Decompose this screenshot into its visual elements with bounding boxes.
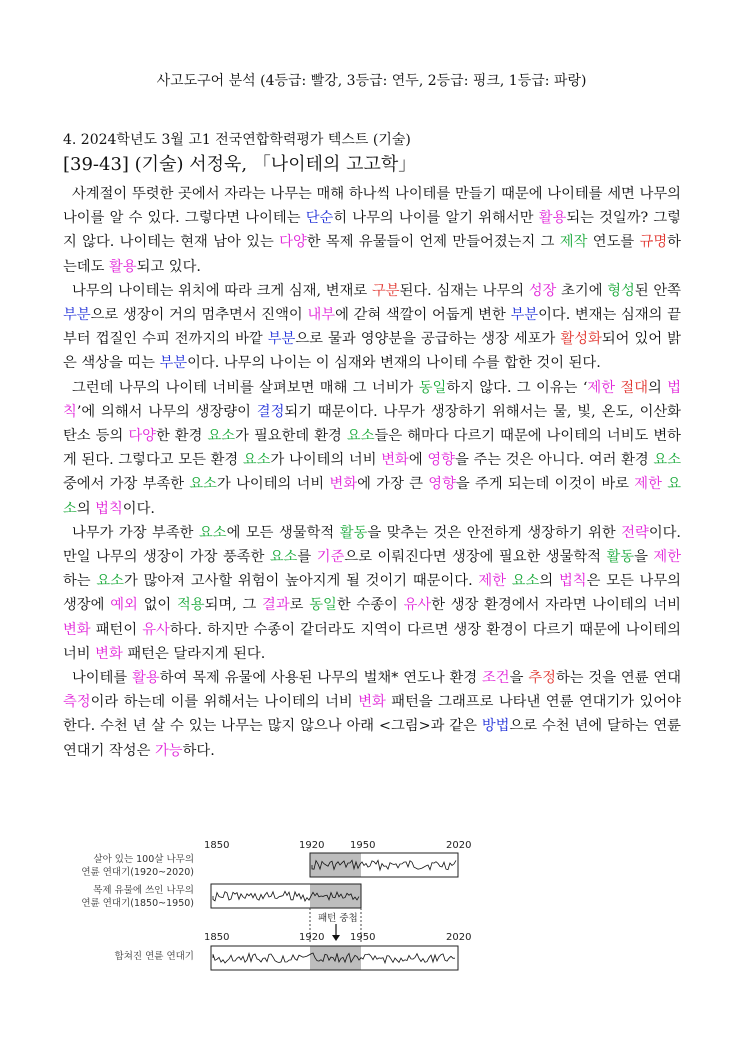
paragraph-1	[63, 182, 681, 279]
passage-heading: [39-43] (기술) 서정욱, 「나이테의 고고학」	[63, 154, 417, 175]
text-run: 가 많아져 고사할 위험이 높아지게 될 것이기 때문이다.	[124, 573, 479, 590]
text-run: 한 생장 환경에서 자라면 나이테의 너비	[431, 597, 681, 614]
text-run: 들은 해마다 다르기 때문에 나이테의 너비도 변하게 된다. 그렇다고 모든 환경	[63, 428, 681, 469]
tick-2020-bottom: 2020	[446, 932, 472, 943]
keyword-l2: 제한	[587, 379, 616, 396]
keyword-l2: 영향	[428, 476, 456, 493]
keyword-l4: 규명	[639, 234, 668, 251]
keyword-l2: 기준	[316, 549, 345, 566]
keyword-l3: 요소	[96, 573, 124, 590]
text-run: 에 갇혀 색깔이 어둡게 변한	[335, 307, 511, 324]
keyword-l2: 성장	[528, 282, 557, 299]
text-run: 되고 있다.	[136, 258, 201, 275]
text-run: 하다. 하지만 수종이 같더라도 지역이 다르면 생장 환경이 다르기 때문에 나이테의 너비	[63, 621, 681, 662]
text-run: 으로 수천 년에 달하는 연륜 연대기 작성은	[63, 718, 681, 759]
text-run: 의	[539, 573, 559, 590]
text-run: 패턴은 달라지게 된다.	[122, 645, 266, 662]
exam-title: 4. 2024학년도 3월 고1 전국연합학력평가 텍스트 (기술)	[63, 132, 411, 148]
keyword-l2: 변화	[63, 621, 91, 638]
legend: 사고도구어 분석 (4등급: 빨강, 3등급: 연두, 2등급: 핑크, 1등급: 파랑)	[156, 73, 587, 89]
keyword-l3: 요소	[269, 549, 298, 566]
keyword-l3: 요소	[511, 573, 540, 590]
text-run: 나이테를	[72, 670, 133, 687]
keyword-l2: 제한	[478, 573, 507, 590]
keyword-l2: 제한	[634, 476, 662, 493]
keyword-l3: 요소	[189, 476, 217, 493]
keyword-l2: 변화	[95, 645, 123, 662]
text-run: 연도를	[587, 234, 640, 251]
keyword-l3: 요소	[653, 452, 682, 469]
keyword-l3: 형성	[607, 282, 635, 299]
paragraph-5	[63, 666, 681, 763]
keyword-l2: 다양	[279, 234, 307, 251]
keyword-l3: 동일	[309, 597, 337, 614]
text-run: 되며, 그	[204, 597, 263, 614]
text-run: 으로 물과 영양분을 공급하는 생장 세포가	[295, 331, 561, 348]
text-run: 하다.	[182, 742, 215, 759]
text-run: 한 수종이	[336, 597, 404, 614]
tick-1950-top: 1950	[350, 840, 376, 851]
tick-1920-top: 1920	[299, 840, 325, 851]
text-run: 하는 것을 연륜 연대	[555, 670, 682, 687]
text-run: 에 가장 큰	[357, 476, 429, 493]
keyword-l1: 부분	[267, 331, 296, 348]
text-run: 된다. 심재는 나무의	[399, 282, 529, 299]
keyword-l1: 부분	[510, 307, 539, 324]
keyword-l2: 변화	[329, 476, 358, 493]
text-run: 에	[408, 452, 428, 469]
keyword-l4: 추정	[528, 670, 556, 687]
keyword-l2: 법칙	[95, 500, 123, 517]
keyword-l3: 요소	[346, 428, 375, 445]
keyword-l2: 법칙	[559, 573, 587, 590]
keyword-l2: 다양	[128, 428, 156, 445]
keyword-l2: 전략	[621, 524, 649, 541]
text-run: 을 주는 것은 아니다. 여러 환경	[455, 452, 654, 469]
text-run: 히 나무의 나이를 알기 위해서만	[333, 210, 539, 227]
label-artifact-line1: 목제 유물에 쓰인 나무의	[93, 885, 194, 896]
keyword-l2: 조건	[482, 670, 510, 687]
text-run: 을	[509, 670, 529, 687]
keyword-l2: 측정	[63, 694, 91, 711]
text-run: 하지 않다. 그 이유는 ‘	[446, 379, 588, 396]
keyword-l2: 영향	[427, 452, 455, 469]
keyword-l4: 활성화	[560, 331, 602, 348]
text-run: 이라 하는데 이를 위해서는 나이테의 너비	[90, 694, 359, 711]
keyword-l2: 변화	[358, 694, 386, 711]
paragraph-2	[63, 279, 681, 376]
keyword-l3: 활동	[339, 524, 368, 541]
text-run: 하는	[63, 573, 97, 590]
text-run: 나무가 가장 부족한	[72, 524, 199, 541]
keyword-l2: 변화	[381, 452, 409, 469]
text-run: 중에서 가장 부족한	[63, 476, 190, 493]
paragraph-4	[63, 521, 681, 666]
text-run: 패턴이	[90, 621, 143, 638]
text-run: 이다. 변재는 심재의 끝부터 껍질인 수피 전까지의 바깥	[63, 307, 681, 348]
text-run: 초기에	[556, 282, 608, 299]
text-run: 되기 때문이다. 나무가 생장하기 위해서는 물, 빛, 온도, 이산화 탄소 등의	[63, 403, 681, 445]
text-run: 되는 것일까? 그렇지 않다. 나이테는 현재 남아 있는	[63, 210, 681, 251]
label-artifact-tree	[78, 884, 194, 910]
keyword-l2: 예외	[110, 597, 138, 614]
keyword-l2: 결과	[262, 597, 290, 614]
keyword-l1: 단순	[305, 210, 334, 227]
text-run: 이다. 만일 나무의 생장이 가장 풍족한	[63, 524, 681, 566]
text-run: 되어 있어 밝은 색상을 띠는	[63, 331, 681, 372]
keyword-l4: 절대	[620, 379, 649, 396]
text-run: 그런데 나무의 나이테 너비를 살펴보면 매해 그 너비가	[72, 379, 419, 396]
keyword-l2: 법칙	[63, 379, 682, 420]
text-run: 에 모든 생물학적	[226, 524, 340, 541]
keyword-l2: 활용	[132, 670, 160, 687]
keyword-l3: 요소	[242, 452, 271, 469]
overlap-arrow-head	[332, 935, 340, 941]
text-run: 을 주게 되는데 이것이 바로	[455, 476, 635, 493]
text-run: 하여 목제 유물에 사용된 나무의 벌채* 연도나 환경	[159, 670, 482, 687]
label-living-line1: 살아 있는 100살 나무의	[93, 854, 194, 865]
keyword-l2: 가능	[154, 742, 183, 759]
text-run: 을	[634, 549, 654, 566]
text-run: 나무의 나이테는 위치에 따라 크게 심재, 변재로	[72, 282, 372, 299]
tick-2020-top: 2020	[446, 840, 472, 851]
text-run: 하는데도	[63, 234, 681, 275]
text-run: 사계절이 뚜렷한 곳에서 자라는 나무는 매해 하나씩 나이테를 만들기 때문에 나이테를 세면 나무의 나이를 알 수 있다. 그렇다면 나이테는	[63, 186, 681, 227]
text-run: 가 필요한데 환경	[235, 428, 347, 445]
keyword-l3: 요소	[207, 428, 236, 445]
label-combined: 합쳐진 연륜 연대기	[114, 951, 194, 962]
keyword-l3: 요소	[63, 476, 682, 517]
label-living-tree	[78, 853, 194, 879]
keyword-l2: 유사	[142, 621, 170, 638]
label-artifact-line2: 연륜 연대기(1850~1950)	[81, 898, 194, 909]
text-run: 가 나이테의 너비	[270, 452, 382, 469]
keyword-l1: 부분	[63, 307, 91, 324]
tick-1950-bottom: 1950	[350, 932, 376, 943]
text-run: 패턴을 그래프로 나타낸 연륜 연대기가 있어야 한다. 수천 년 살 수 있는 나무는 많지 않으나 아래 <그림>과 같은	[63, 694, 681, 735]
keyword-l2: 활용	[108, 258, 137, 275]
keyword-l2: 내부	[307, 307, 336, 324]
text-run: 한 목제 유물들이 언제 만들어졌는지 그	[306, 234, 560, 251]
keyword-l2: 제한	[653, 549, 682, 566]
keyword-l4: 구분	[371, 282, 400, 299]
keyword-l2: 유사	[403, 597, 432, 614]
keyword-l3: 적용	[176, 597, 205, 614]
text-run: 은 모든 나무의 생장에	[63, 573, 681, 614]
keyword-l3: 활동	[606, 549, 635, 566]
keyword-l1: 방법	[481, 718, 510, 735]
overlap-label: 패턴 중첩	[318, 913, 358, 924]
tick-1920-bottom: 1920	[299, 932, 325, 943]
paragraph-3	[63, 376, 681, 521]
tick-1850-top: 1850	[204, 840, 230, 851]
keyword-l1: 부분	[159, 355, 188, 372]
keyword-l3: 동일	[418, 379, 447, 396]
text-run: ’에 의해서 나무의 생장량이	[76, 403, 257, 420]
text-run: 된 안쪽	[634, 282, 681, 299]
text-run: 을 맞추는 것은 안전하게 생장하기 위한	[367, 524, 622, 541]
text-run: 으로 이뤄진다면 생장에 필요한 생물학적	[344, 549, 607, 566]
tree-ring-chronology-figure	[78, 840, 498, 980]
text-run: 가 나이테의 너비	[216, 476, 330, 493]
text-run: 로	[289, 597, 310, 614]
text-run: 으로 생장이 거의 멈추면서 진액이	[90, 307, 308, 324]
keyword-l3: 제작	[559, 234, 588, 251]
keyword-l3: 요소	[198, 524, 227, 541]
keyword-l1: 결정	[256, 403, 285, 420]
text-run: 를	[297, 549, 317, 566]
text-run: 의	[648, 379, 668, 396]
text-run: 한 환경	[155, 428, 208, 445]
text-run: 이다. 나무의 나이는 이 심재와 변재의 나이테 수를 합한 것이 된다.	[187, 355, 601, 372]
passage-body	[63, 182, 681, 763]
text-run: 의	[76, 500, 96, 517]
text-run: 이다.	[122, 500, 155, 517]
keyword-l2: 활용	[538, 210, 567, 227]
text-run: 없이	[137, 597, 177, 614]
tick-1850-bottom: 1850	[204, 932, 230, 943]
label-living-line2: 연륜 연대기(1920~2020)	[81, 867, 194, 878]
